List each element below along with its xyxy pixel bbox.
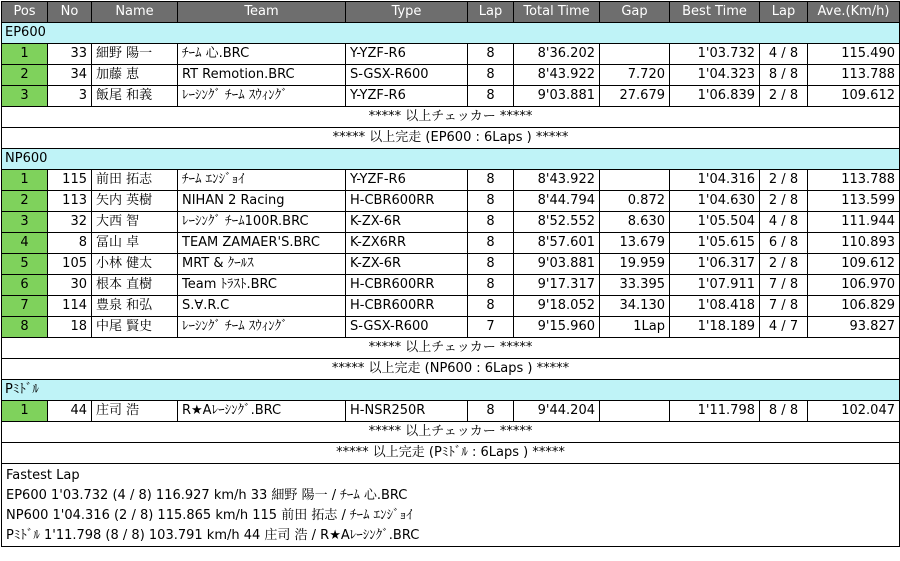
total-time-cell: 8'36.202 [514,44,600,65]
best-time-cell: 1'08.418 [670,296,760,317]
type-cell: Y-YZF-R6 [346,44,468,65]
checker-text: ***** 以上チェッカー ***** [2,107,900,128]
best-time-cell: 1'03.732 [670,44,760,65]
lap-cell: 8 [468,191,514,212]
gap-cell: 34.130 [600,296,670,317]
completion-note [2,128,900,149]
best-lap-cell: 7 / 8 [760,296,808,317]
no-cell: 115 [48,170,92,191]
col-header-total-time: Total Time [514,2,600,23]
checker-note [2,422,900,443]
total-time-cell: 8'43.922 [514,170,600,191]
total-time-cell: 9'15.960 [514,317,600,338]
col-header-average-speed: Ave.(Km/h) [808,2,900,23]
team-cell: ﾚｰｼﾝｸﾞ ﾁｰﾑ100R.BRC [178,212,346,233]
lap-cell: 8 [468,275,514,296]
name-cell: 矢内 英樹 [92,191,178,212]
no-cell: 30 [48,275,92,296]
table-row [2,191,900,212]
completion-text: ***** 以上完走 (NP600 : 6Laps ) ***** [2,359,900,380]
class-header-row [2,23,900,44]
lap-cell: 8 [468,170,514,191]
lap-cell: 8 [468,86,514,107]
gap-cell: 0.872 [600,191,670,212]
average-speed-cell: 113.599 [808,191,900,212]
table-row [2,44,900,65]
checker-note [2,107,900,128]
no-cell: 3 [48,86,92,107]
lap-cell: 7 [468,317,514,338]
no-cell: 44 [48,401,92,422]
average-speed-cell: 113.788 [808,65,900,86]
fastest-lap-title: Fastest Lap [6,468,80,483]
name-cell: 大西 智 [92,212,178,233]
table-row [2,401,900,422]
pos-cell: 1 [2,401,48,422]
pos-cell: 4 [2,233,48,254]
type-cell: S-GSX-R600 [346,65,468,86]
team-cell: R★Aﾚｰｼﾝｸﾞ.BRC [178,401,346,422]
team-cell: Team ﾄﾗｽﾄ.BRC [178,275,346,296]
completion-note [2,359,900,380]
table-row [2,233,900,254]
gap-cell [600,401,670,422]
lap-cell: 8 [468,233,514,254]
table-row [2,65,900,86]
table-row [2,170,900,191]
average-speed-cell: 102.047 [808,401,900,422]
no-cell: 33 [48,44,92,65]
pos-cell: 6 [2,275,48,296]
table-row [2,212,900,233]
fastest-lap-line: Pﾐﾄﾞﾙ 1'11.798 (8 / 8) 103.791 km/h 44 庄司 浩 / R★Aﾚｰｼﾝｸﾞ.BRC [6,528,420,543]
type-cell: H-NSR250R [346,401,468,422]
lap-cell: 8 [468,44,514,65]
class-name: EP600 [2,23,900,44]
total-time-cell: 9'18.052 [514,296,600,317]
lap-cell: 8 [468,254,514,275]
pos-cell: 1 [2,44,48,65]
type-cell: K-ZX-6R [346,254,468,275]
best-time-cell: 1'04.630 [670,191,760,212]
type-cell: Y-YZF-R6 [346,170,468,191]
results-table [1,1,900,547]
name-cell: 根本 直樹 [92,275,178,296]
total-time-cell: 8'44.794 [514,191,600,212]
gap-cell: 27.679 [600,86,670,107]
best-lap-cell: 2 / 8 [760,191,808,212]
best-lap-cell: 6 / 8 [760,233,808,254]
name-cell: 飯尾 和義 [92,86,178,107]
pos-cell: 2 [2,65,48,86]
average-speed-cell: 111.944 [808,212,900,233]
col-header-gap: Gap [600,2,670,23]
col-header-lap: Lap [468,2,514,23]
total-time-cell: 8'43.922 [514,65,600,86]
average-speed-cell: 109.612 [808,86,900,107]
checker-text: ***** 以上チェッカー ***** [2,338,900,359]
lap-cell: 8 [468,401,514,422]
average-speed-cell: 93.827 [808,317,900,338]
no-cell: 8 [48,233,92,254]
average-speed-cell: 106.829 [808,296,900,317]
team-cell: S.∀.R.C [178,296,346,317]
type-cell: H-CBR600RR [346,275,468,296]
team-cell: RT Remotion.BRC [178,65,346,86]
team-cell: ﾚｰｼﾝｸﾞ ﾁｰﾑ ｽｳｨﾝｸﾞ [178,317,346,338]
team-cell: NIHAN 2 Racing [178,191,346,212]
pos-cell: 3 [2,212,48,233]
name-cell: 細野 陽一 [92,44,178,65]
name-cell: 豊泉 和弘 [92,296,178,317]
type-cell: Y-YZF-R6 [346,86,468,107]
col-header-name: Name [92,2,178,23]
best-time-cell: 1'05.504 [670,212,760,233]
lap-cell: 8 [468,65,514,86]
header-row [2,2,900,23]
type-cell: S-GSX-R600 [346,317,468,338]
no-cell: 34 [48,65,92,86]
type-cell: H-CBR600RR [346,191,468,212]
average-speed-cell: 109.612 [808,254,900,275]
completion-text: ***** 以上完走 (EP600 : 6Laps ) ***** [2,128,900,149]
checker-text: ***** 以上チェッカー ***** [2,422,900,443]
pos-cell: 8 [2,317,48,338]
average-speed-cell: 115.490 [808,44,900,65]
checker-note [2,338,900,359]
total-time-cell: 9'03.881 [514,254,600,275]
fastest-lap-section [2,464,900,547]
gap-cell: 33.395 [600,275,670,296]
best-time-cell: 1'04.323 [670,65,760,86]
best-time-cell: 1'06.839 [670,86,760,107]
total-time-cell: 9'17.317 [514,275,600,296]
pos-cell: 2 [2,191,48,212]
col-header-best-lap: Lap [760,2,808,23]
total-time-cell: 9'03.881 [514,86,600,107]
pos-cell: 7 [2,296,48,317]
name-cell: 庄司 浩 [92,401,178,422]
best-time-cell: 1'07.911 [670,275,760,296]
no-cell: 32 [48,212,92,233]
fastest-lap-line: NP600 1'04.316 (2 / 8) 115.865 km/h 115 前田 拓志 / ﾁｰﾑ ｴﾝｼﾞｮｲ [6,508,413,523]
best-lap-cell: 4 / 8 [760,212,808,233]
table-row [2,317,900,338]
team-cell: ﾁｰﾑ ｴﾝｼﾞｮｲ [178,170,346,191]
class-name: Pﾐﾄﾞﾙ [2,380,900,401]
pos-cell: 3 [2,86,48,107]
gap-cell [600,44,670,65]
type-cell: H-CBR600RR [346,296,468,317]
name-cell: 中尾 賢史 [92,317,178,338]
col-header-pos: Pos [2,2,48,23]
gap-cell [600,170,670,191]
total-time-cell: 8'52.552 [514,212,600,233]
col-header-team: Team [178,2,346,23]
team-cell: ﾁｰﾑ 心.BRC [178,44,346,65]
best-lap-cell: 8 / 8 [760,401,808,422]
type-cell: K-ZX-6R [346,212,468,233]
class-header-row [2,149,900,170]
col-header-best-time: Best Time [670,2,760,23]
best-lap-cell: 4 / 8 [760,44,808,65]
team-cell: TEAM ZAMAER'S.BRC [178,233,346,254]
col-header-type: Type [346,2,468,23]
completion-text: ***** 以上完走 (Pﾐﾄﾞﾙ : 6Laps ) ***** [2,443,900,464]
pos-cell: 5 [2,254,48,275]
no-cell: 113 [48,191,92,212]
no-cell: 105 [48,254,92,275]
name-cell: 小林 健太 [92,254,178,275]
name-cell: 前田 拓志 [92,170,178,191]
gap-cell: 7.720 [600,65,670,86]
table-row [2,86,900,107]
class-header-row [2,380,900,401]
best-time-cell: 1'04.316 [670,170,760,191]
gap-cell: 8.630 [600,212,670,233]
best-lap-cell: 7 / 8 [760,275,808,296]
best-lap-cell: 2 / 8 [760,86,808,107]
best-time-cell: 1'05.615 [670,233,760,254]
class-name: NP600 [2,149,900,170]
type-cell: K-ZX6RR [346,233,468,254]
best-time-cell: 1'11.798 [670,401,760,422]
name-cell: 冨山 卓 [92,233,178,254]
total-time-cell: 8'57.601 [514,233,600,254]
fastest-lap-line: EP600 1'03.732 (4 / 8) 116.927 km/h 33 細野 陽一 / ﾁｰﾑ 心.BRC [6,488,408,503]
team-cell: ﾚｰｼﾝｸﾞ ﾁｰﾑ ｽｳｨﾝｸﾞ [178,86,346,107]
no-cell: 114 [48,296,92,317]
team-cell: MRT & ｸｰﾙｽ [178,254,346,275]
average-speed-cell: 110.893 [808,233,900,254]
best-lap-cell: 4 / 7 [760,317,808,338]
gap-cell: 13.679 [600,233,670,254]
best-time-cell: 1'18.189 [670,317,760,338]
best-lap-cell: 8 / 8 [760,65,808,86]
table-row [2,275,900,296]
results-body [2,2,900,547]
best-lap-cell: 2 / 8 [760,254,808,275]
gap-cell: 19.959 [600,254,670,275]
gap-cell: 1Lap [600,317,670,338]
best-time-cell: 1'06.317 [670,254,760,275]
table-row [2,254,900,275]
table-row [2,296,900,317]
lap-cell: 8 [468,296,514,317]
average-speed-cell: 106.970 [808,275,900,296]
fastest-lap-box [2,464,900,547]
best-lap-cell: 2 / 8 [760,170,808,191]
no-cell: 18 [48,317,92,338]
name-cell: 加藤 恵 [92,65,178,86]
pos-cell: 1 [2,170,48,191]
lap-cell: 8 [468,212,514,233]
completion-note [2,443,900,464]
col-header-no: No [48,2,92,23]
total-time-cell: 9'44.204 [514,401,600,422]
average-speed-cell: 113.788 [808,170,900,191]
